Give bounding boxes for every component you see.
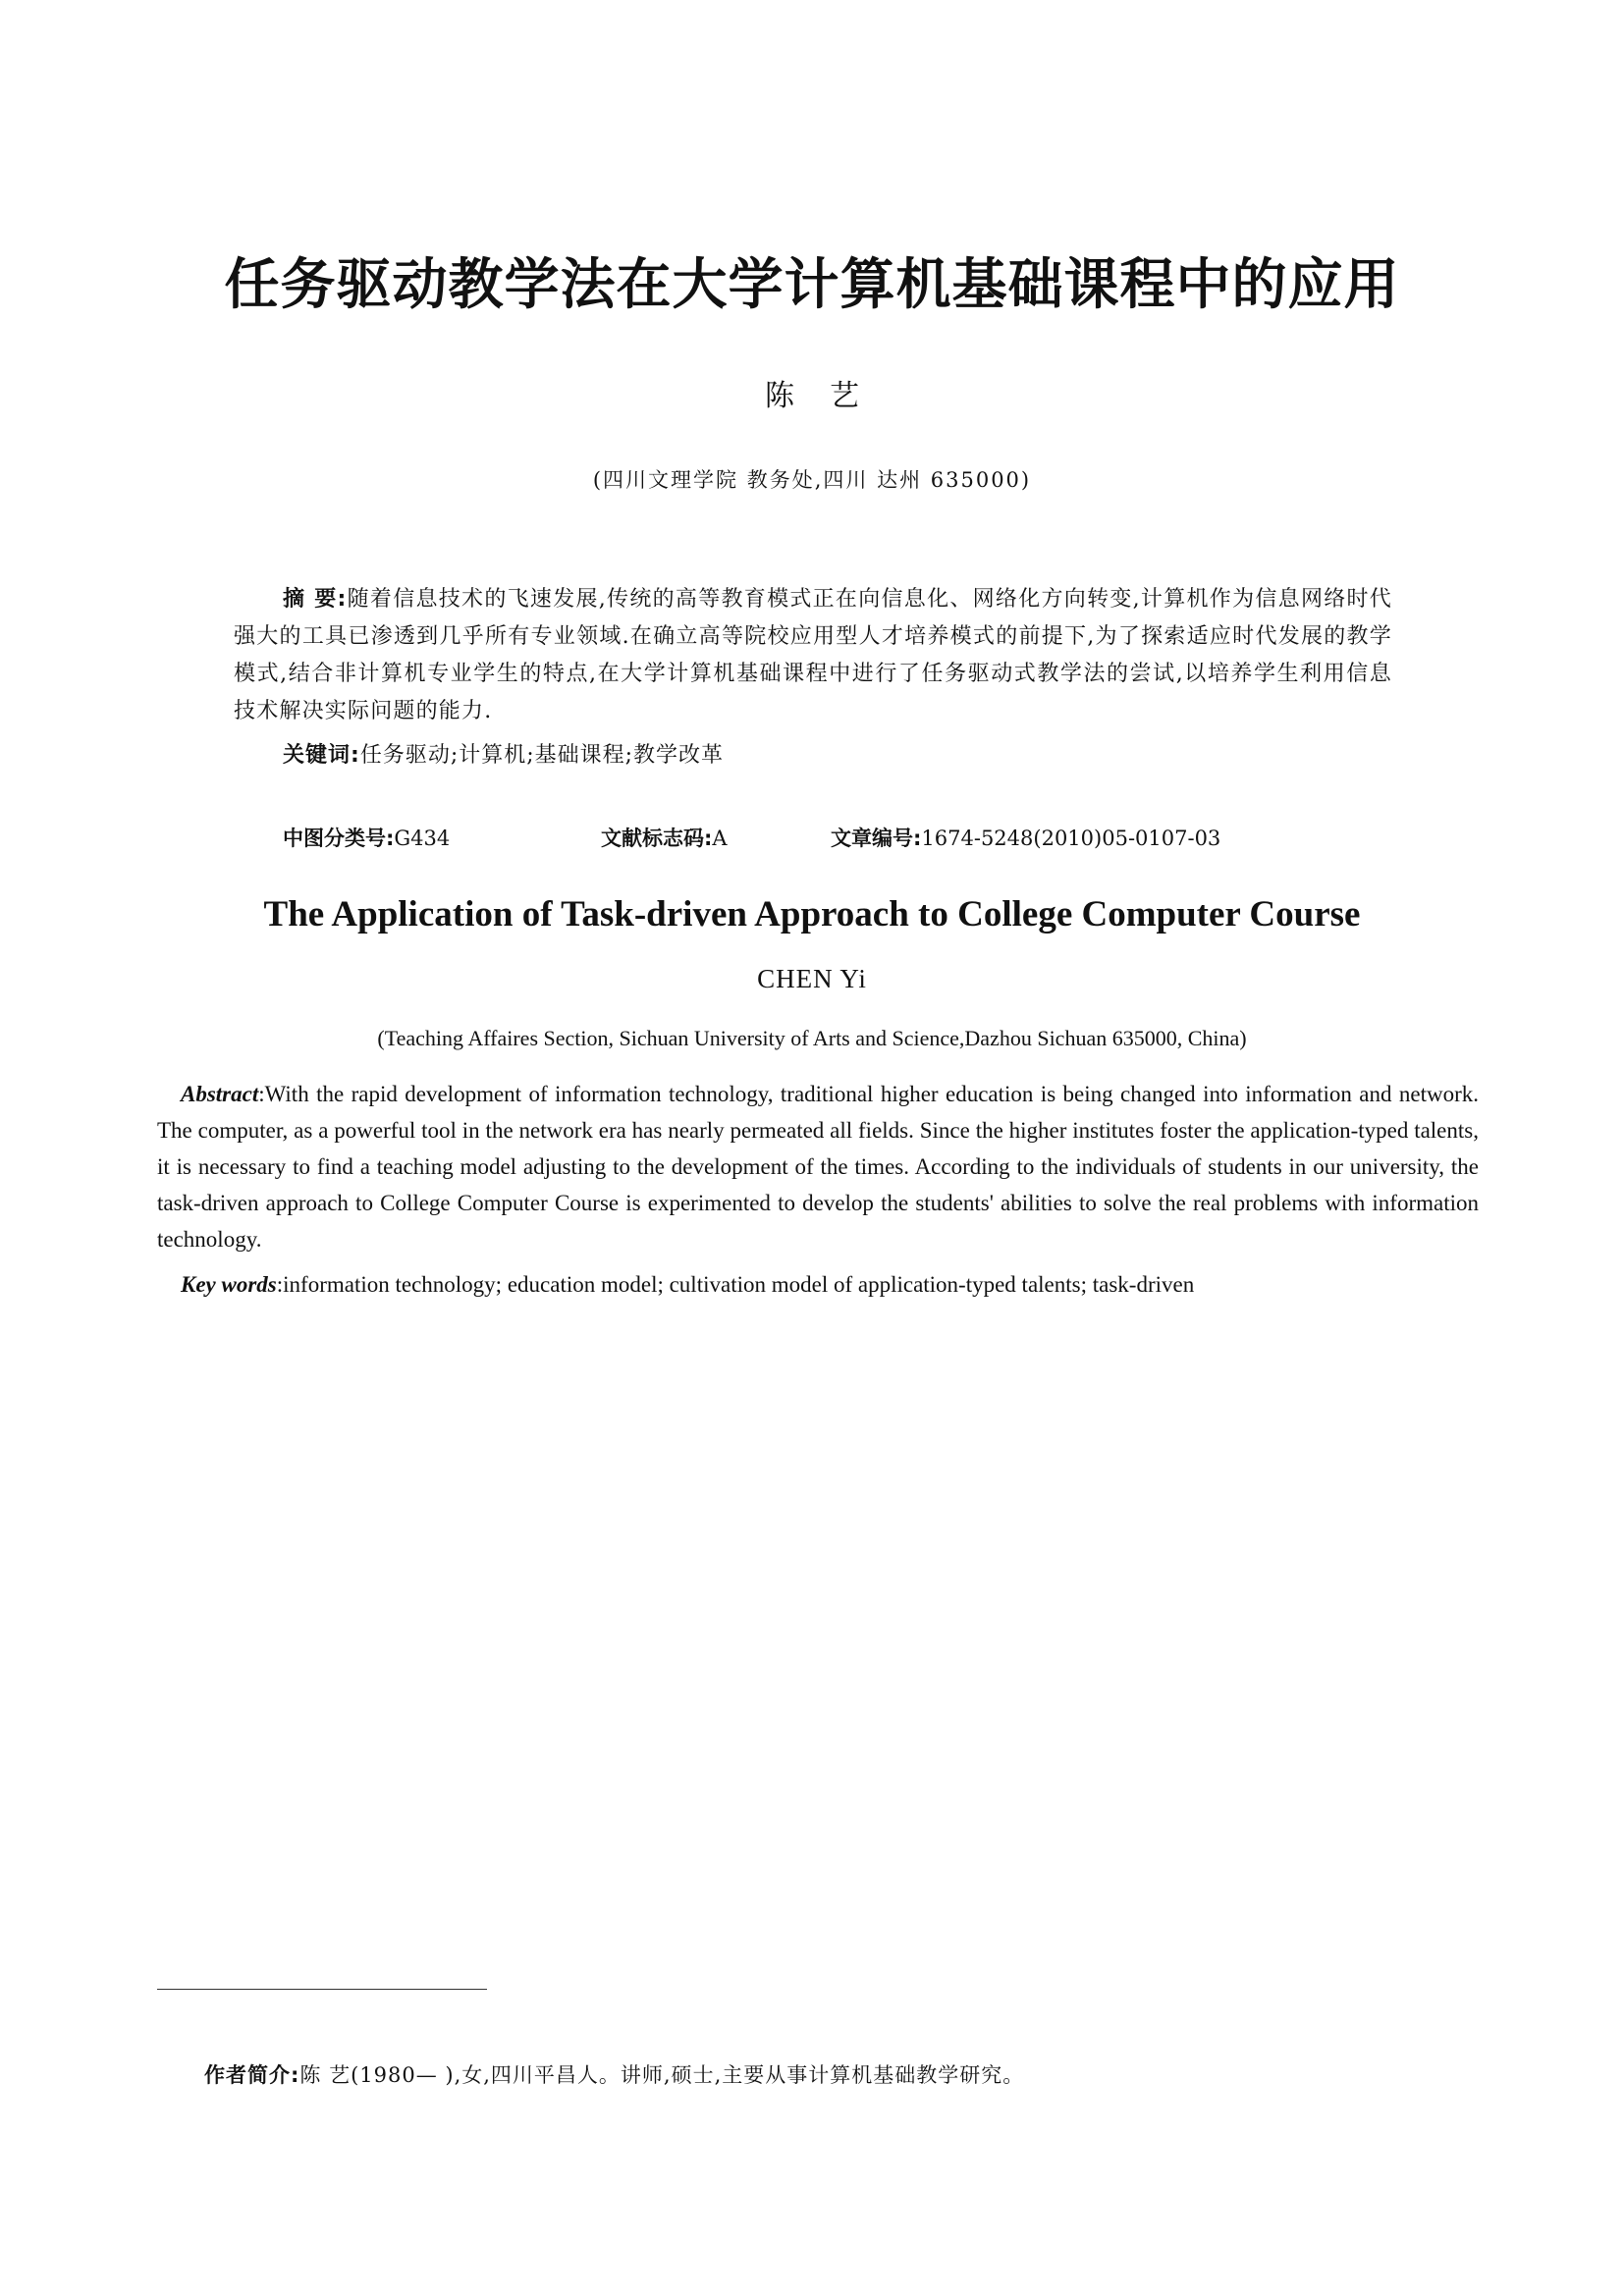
document-code-value: A xyxy=(712,827,728,850)
keywords-en-text: information technology; education model; cultivation model of application-typed talents; task-driven xyxy=(283,1272,1195,1297)
author-cn: 陈艺 xyxy=(765,379,894,413)
abstract-cn xyxy=(234,581,1392,730)
keywords-cn xyxy=(283,738,724,769)
clc-label: 中图分类号: xyxy=(283,827,395,850)
affiliation-en: (Teaching Affaires Section, Sichuan University of Arts and Science,Dazhou Sichuan 635000, China) xyxy=(377,1026,1247,1050)
keywords-en-sep: : xyxy=(276,1272,284,1297)
document-code xyxy=(601,823,728,852)
abstract-cn-label: 摘 要: xyxy=(283,587,348,612)
keywords-cn-text: 任务驱动;计算机;基础课程;教学改革 xyxy=(359,743,725,768)
author-en: CHEN Yi xyxy=(757,964,867,993)
author-footnote-label: 作者简介: xyxy=(204,2063,300,2087)
keywords-en-label: Key words xyxy=(181,1272,277,1297)
keywords-en xyxy=(181,1272,1194,1298)
abstract-en-text: With the rapid development of information technology, traditional higher education is being changed into information and network. The computer, as a powerful tool in the network era has nearly permeated all fields. Since the higher institutes foster the application-typed talents, it is necessary to find a teaching model adjusting to the development of the times. According to the individuals of students in our university, the task-driven approach to College Computer Course is experimented to develop the students' abilities to solve the real problems with information technology. xyxy=(157,1082,1479,1252)
author-footnote-text: 陈 艺(1980— ),女,四川平昌人。讲师,硕士,主要从事计算机基础教学研究。 xyxy=(299,2063,1025,2087)
abstract-en xyxy=(157,1076,1479,1257)
document-code-label: 文献标志码: xyxy=(601,827,713,850)
author-footnote xyxy=(204,2059,1024,2089)
clc-value: G434 xyxy=(394,827,451,850)
clc-number xyxy=(283,823,450,852)
abstract-en-label: Abstract xyxy=(181,1082,259,1106)
article-number xyxy=(831,823,1220,852)
paper-title-cn: 任务驱动教学法在大学计算机基础课程中的应用 xyxy=(224,253,1400,317)
abstract-cn-text: 随着信息技术的飞速发展,传统的高等教育模式正在向信息化、网络化方向转变,计算机作为信息网络时代强大的工具已渗透到几乎所有专业领域.在确立高等院校应用型人才培养模式的前提下,为了探索适应时代发展的教学模式,结合非计算机专业学生的特点,在大学计算机基础课程中进行了任务驱动式教学法的尝试,以培养学生利用信息技术解决实际问题的能力. xyxy=(234,587,1393,723)
footnote-divider xyxy=(157,1989,487,1990)
abstract-en-sep: : xyxy=(258,1082,265,1106)
article-number-value: 1674-5248(2010)05-0107-03 xyxy=(921,827,1221,850)
article-number-label: 文章编号: xyxy=(831,827,922,850)
affiliation-cn: (四川文理学院 教务处,四川 达州 635000) xyxy=(592,468,1032,492)
paper-title-en: The Application of Task-driven Approach to College Computer Course xyxy=(263,894,1361,934)
keywords-cn-label: 关键词: xyxy=(283,743,360,768)
